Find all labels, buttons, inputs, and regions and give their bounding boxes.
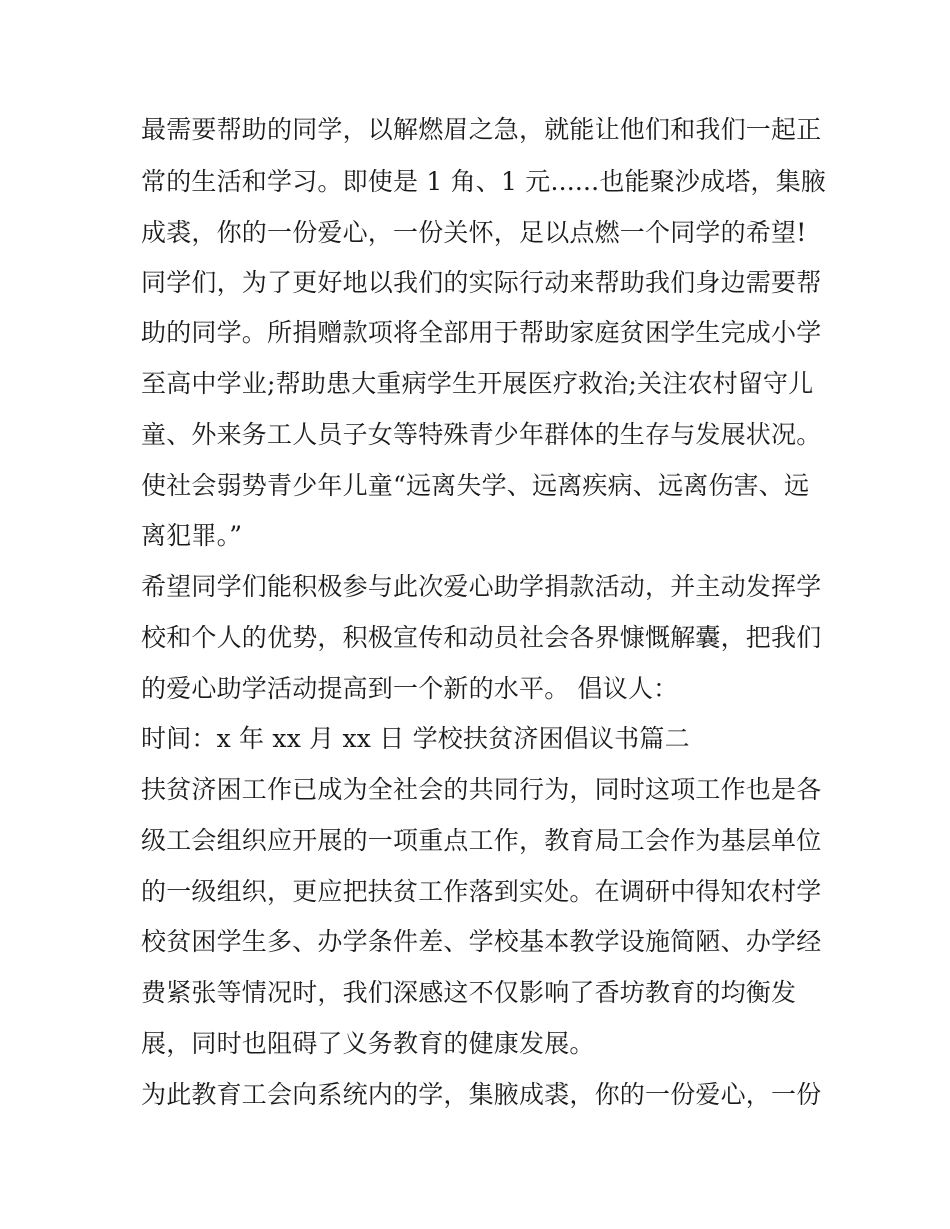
text-line: 助的同学。所捐赠款项将全部用于帮助家庭贫困学生完成小学 [141, 318, 822, 347]
text-line: 校贫困学生多、办学条件差、学校基本教学设施简陋、办学经 [141, 927, 822, 956]
text-line: 离犯罪。” [141, 521, 243, 550]
text-line: 时间：x 年 xx 月 xx 日 学校扶贫济困倡议书篇二 [141, 724, 690, 753]
text-line: 为此教育工会向系统内的学，集腋成裘，你的一份爱心，一份 [141, 1080, 822, 1109]
text-line: 校和个人的优势，积极宣传和动员社会各界慷慨解囊，把我们 [141, 623, 822, 652]
text-line: 最需要帮助的同学，以解燃眉之急，就能让他们和我们一起正 [141, 115, 822, 144]
text-line: 同学们，为了更好地以我们的实际行动来帮助我们身边需要帮 [141, 268, 822, 297]
text-line: 成裘，你的一份爱心，一份关怀，足以点燃一个同学的希望! [141, 218, 807, 247]
text-line: 童、外来务工人员子女等特殊青少年群体的生存与发展状况。 [141, 420, 822, 449]
text-line: 展，同时也阻碍了义务教育的健康发展。 [141, 1029, 595, 1058]
text-line: 的一级组织，更应把扶贫工作落到实处。在调研中得知农村学 [141, 877, 822, 906]
text-line: 级工会组织应开展的一项重点工作，教育局工会作为基层单位 [141, 826, 822, 855]
text-line: 费紧张等情况时，我们深感这不仅影响了香坊教育的均衡发 [141, 978, 797, 1007]
text-line: 使社会弱势青少年儿童“远离失学、远离疾病、远离伤害、远 [141, 471, 810, 500]
text-line: 至高中学业;帮助患大重病学生开展医疗救治;关注农村留守儿 [141, 369, 814, 398]
text-line: 希望同学们能积极参与此次爱心助学捐款活动，并主动发挥学 [141, 572, 822, 601]
text-line: 的爱心助学活动提高到一个新的水平。 倡议人： [141, 674, 679, 703]
text-line: 常的生活和学习。即使是 1 角、1 元......也能聚沙成塔，集腋 [141, 167, 827, 196]
text-line: 扶贫济困工作已成为全社会的共同行为，同时这项工作也是各 [141, 775, 822, 804]
